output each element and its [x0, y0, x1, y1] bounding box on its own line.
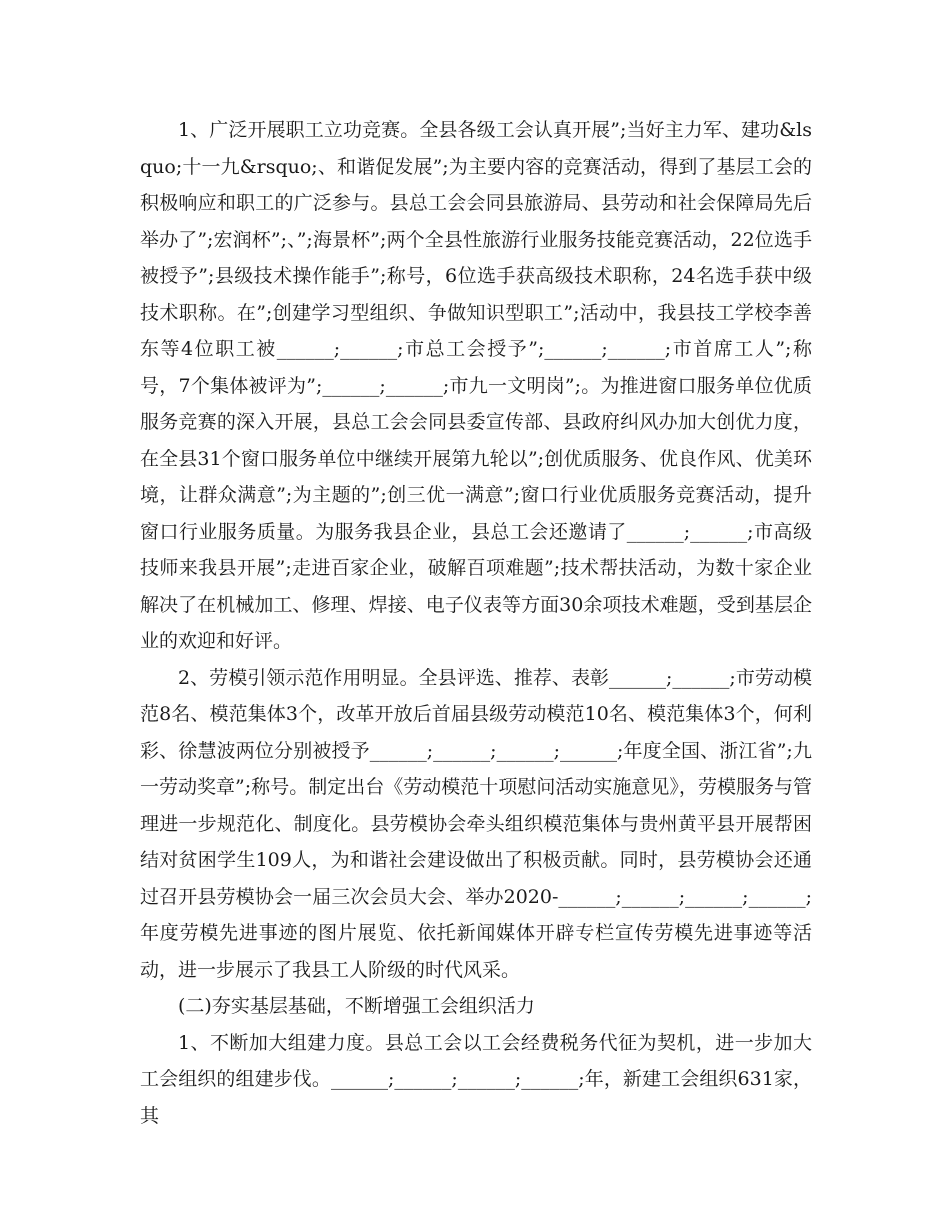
document-body	[140, 112, 812, 1134]
paragraph-organization-building: 1、不断加大组建力度。县总工会以工会经费税务代征为契机，进一步加大工会组织的组建步伐。______;______;______;______;年，新建工会组织631家，其	[140, 1031, 812, 1127]
paragraph-model-workers: 2、劳模引领示范作用明显。全县评选、推荐、表彰______;______;市劳动模范8名、模范集体3个，改革开放后首届县级劳动模范10名、模范集体3个，何利彩、徐慧波两位分别被授予______;______;______;______;年度全国、浙江省”;九一劳动奖章”;称号。制定出台《劳动模范十项慰问活动实施意见》，劳模服务与管理进一步规范化、制度化。县劳模协会牵头组织模范集体与贵州黄平县开展帮困结对贫困学生109人，为和谐社会建设做出了积极贡献。同时，县劳模协会还通过召开县劳模协会一届三次会员大会、举办2020-______;______;______;______;年度劳模先进事迹的图片展览、依托新闻媒体开辟专栏宣传劳模先进事迹等活动，进一步展示了我县工人阶级的时代风采。	[140, 666, 812, 981]
section-heading-grassroots: (二)夯实基层基础，不断增强工会组织活力	[178, 995, 535, 1017]
paragraph-labor-competition: 1、广泛开展职工立功竞赛。全县各级工会认真开展”;当好主力军、建功&lsquo;十一九&rsquo;、和谐促发展”;为主要内容的竞赛活动，得到了基层工会的积极响应和职工的广泛参与。县总工会会同县旅游局、县劳动和社会保障局先后举办了”;宏润杯”;、”;海景杯”;两个全县性旅游行业服务技能竞赛活动，22位选手被授予”;县级技术操作能手”;称号，6位选手获高级技术职称，24名选手获中级技术职称。在”;创建学习型组织、争做知识型职工”;活动中，我县技工学校李善东等4位职工被______;______;市总工会授予”;______;______;市首席工人”;称号，7个集体被评为”;______;______;市九一文明岗”;。为推进窗口服务单位优质服务竞赛的深入开展，县总工会会同县委宣传部、县政府纠风办加大创优力度，在全县31个窗口服务单位中继续开展第九轮以”;创优质服务、优良作风、优美环境，让群众满意”;为主题的”;创三优一满意”;窗口行业优质服务竞赛活动，提升窗口行业服务质量。为服务我县企业，县总工会还邀请了______;______;市高级技师来我县开展”;走进百家企业，破解百项难题”;技术帮扶活动，为数十家企业解决了在机械加工、修理、焊接、电子仪表等方面30余项技术难题，受到基层企业的欢迎和好评。	[140, 119, 812, 652]
